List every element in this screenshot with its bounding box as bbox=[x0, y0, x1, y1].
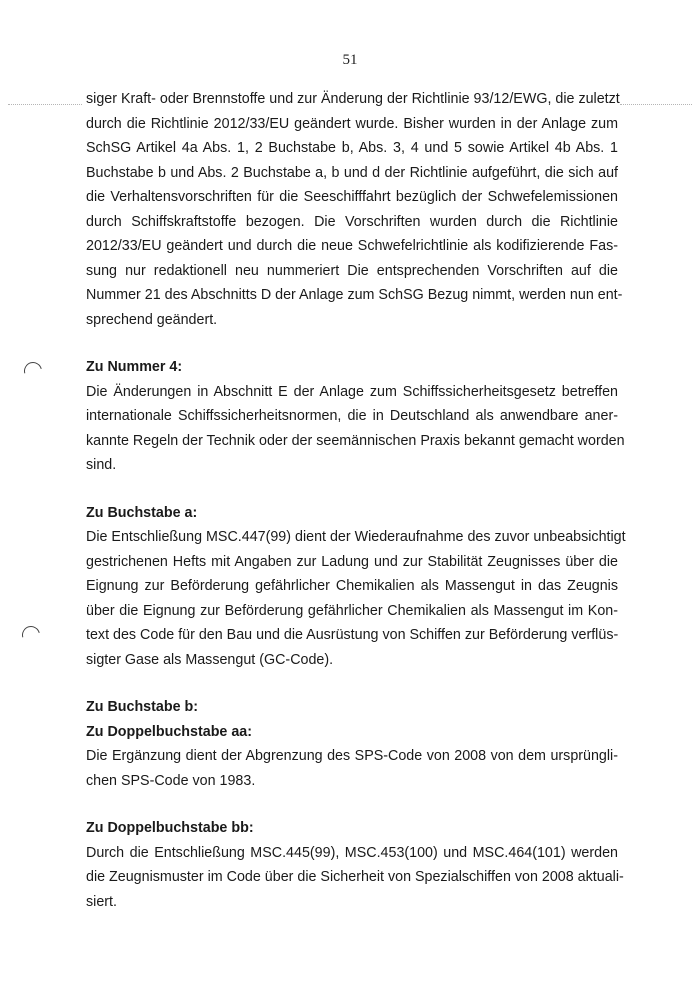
heading-zu-nummer-4: Zu Nummer 4: bbox=[86, 359, 183, 375]
paragraph-richtlinie bbox=[86, 87, 623, 332]
paragraph-abschnitt-e bbox=[86, 380, 625, 478]
text-line: SchSG Artikel 4a Abs. 1, 2 Buchstabe b, Abs. 3, 4 und 5 sowie Artikel 4b Abs. 1 bbox=[86, 140, 618, 156]
text-line: siert. bbox=[86, 893, 117, 910]
text-line: sigter Gase als Massengut (GC-Code). bbox=[86, 651, 334, 668]
heading-zu-doppelbuchstabe-aa: Zu Doppelbuchstabe aa: bbox=[86, 723, 253, 740]
paragraph-zeugnismuster bbox=[86, 841, 624, 915]
text-line: durch die Richtlinie 2012/33/EU geändert wurde. Bisher wurden in der Anlage zum bbox=[86, 115, 618, 132]
text-line: chen SPS-Code von 1983. bbox=[86, 772, 256, 789]
text-line: Die Entschließung MSC.447(99) dient der Wiederaufnahme des zuvor unbeabsichtigt bbox=[86, 529, 626, 545]
text-line: die Zeugnismuster im Code über die Sicherheit von Spezialschiffen von 2008 aktuali- bbox=[86, 869, 624, 885]
text-line: Eignung zur Beförderung gefährlicher Chemikalien als Massengut in das Zeugnis bbox=[86, 578, 618, 594]
text-line: Nummer 21 des Abschnitts D der Anlage zum SchSG Bezug nimmt, werden nun ent- bbox=[86, 287, 623, 303]
page-number: 51 bbox=[342, 52, 358, 68]
text-line: über die Eignung zur Beförderung gefährlicher Chemikalien als Massengut im Kon- bbox=[86, 602, 618, 619]
text-line: Durch die Entschließung MSC.445(99), MSC.453(100) und MSC.464(101) werden bbox=[86, 844, 618, 861]
text-line: internationale Schiffssicherheitsnormen, die in Deutschland als anwendbare aner- bbox=[86, 408, 618, 424]
document-body bbox=[86, 87, 626, 914]
text-line: 2012/33/EU geändert und durch die neue Schwefelrichtlinie als kodifizierende Fas- bbox=[86, 238, 618, 254]
text-line: sind. bbox=[86, 457, 117, 473]
heading-zu-buchstabe-a: Zu Buchstabe a: bbox=[86, 504, 198, 521]
punch-hole-mark-lower bbox=[19, 623, 44, 648]
text-line: Die Änderungen in Abschnitt E der Anlage zum Schiffssicherheitsgesetz betreffen bbox=[86, 383, 618, 400]
punch-hole-mark-upper bbox=[21, 359, 46, 384]
text-line: sung nur redaktionell neu nummeriert Die entsprechenden Vorschriften auf die bbox=[86, 262, 618, 279]
text-line: kannte Regeln der Technik oder der seemännischen Praxis bekannt gemacht worden bbox=[86, 432, 625, 449]
text-line: sprechend geändert. bbox=[86, 311, 218, 328]
text-line: siger Kraft- oder Brennstoffe und zur Änderung der Richtlinie 93/12/EWG, die zuletzt bbox=[86, 91, 620, 107]
text-line: Buchstabe b und Abs. 2 Buchstabe a, b und d der Richtlinie aufgeführt, die sich auf bbox=[86, 164, 618, 181]
text-line: durch Schiffskraftstoffe bezogen. Die Vorschriften wurden durch die Richtlinie bbox=[86, 213, 618, 230]
scan-guide-line-right bbox=[620, 104, 692, 105]
text-line: gestrichenen Hefts mit Angaben zur Ladung und zur Stabilität Zeugnisses über die bbox=[86, 553, 618, 570]
text-line: Die Ergänzung dient der Abgrenzung des SPS-Code von 2008 von dem ursprüngli- bbox=[86, 748, 618, 764]
text-line: text des Code für den Bau und die Ausrüstung von Schiffen zur Beförderung verflüs- bbox=[86, 627, 619, 643]
paragraph-sps-code bbox=[86, 744, 618, 793]
heading-zu-doppelbuchstabe-bb: Zu Doppelbuchstabe bb: bbox=[86, 820, 254, 836]
paragraph-msc-447 bbox=[86, 525, 626, 672]
text-line: die Verhaltensvorschriften für die Seeschifffahrt bezüglich der Schwefelemissionen bbox=[86, 189, 618, 205]
scan-guide-line-left bbox=[8, 104, 82, 105]
heading-zu-buchstabe-b: Zu Buchstabe b: bbox=[86, 699, 198, 715]
